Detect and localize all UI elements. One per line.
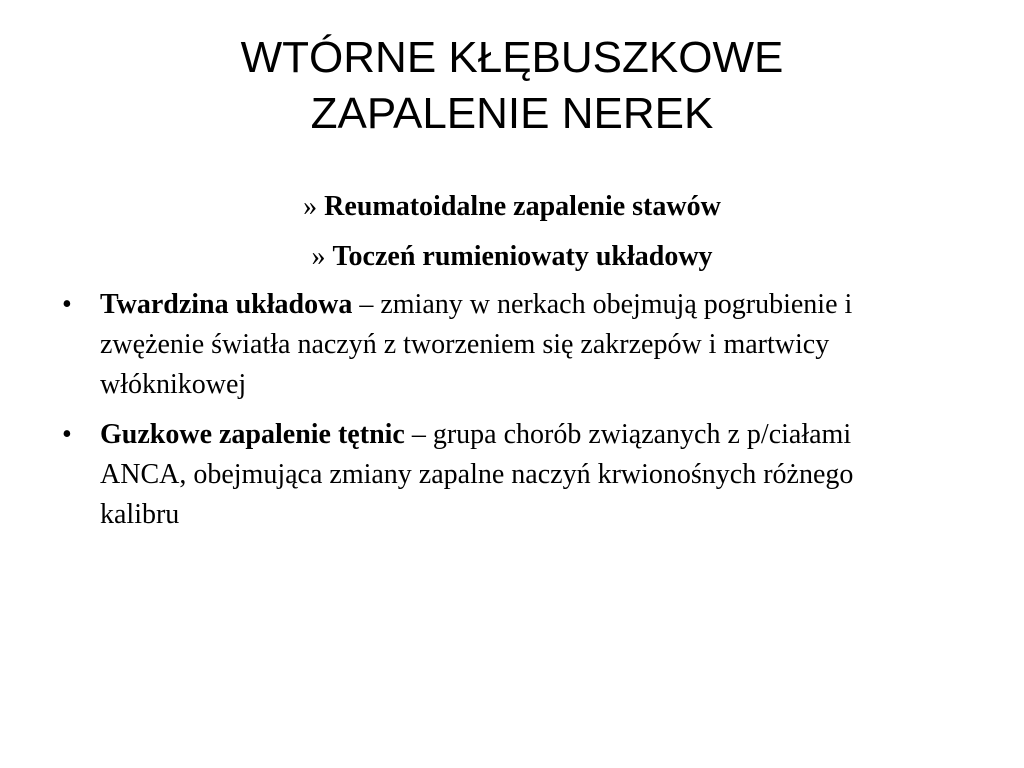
bullet-item-polyarteritis-nodosa [62,415,912,535]
sub-item-marker: » [303,191,318,222]
bullet-item-systemic-sclerosis [62,285,912,405]
sub-item-rheumatoid-arthritis [0,190,1024,224]
bullet-dot: • [62,289,72,320]
bullet-description: – zmiany w nerkach obejmują pogrubienie i zwężenie światła naczyń z tworzeniem się zakrzepów i martwicy włóknikowej [100,289,853,400]
bullet-description: – grupa chorób związanych z p/ciałami ANCA, obejmująca zmiany zapalne naczyń krwionośnych różnego kalibru [100,419,854,530]
bullet-term: Guzkowe zapalenie tętnic [100,419,405,450]
bullet-dot: • [62,419,72,450]
slide-title [60,30,964,142]
sub-item-text: Reumatoidalne zapalenie stawów [324,191,721,222]
bullet-term: Twardzina układowa [100,289,353,320]
sub-item-marker: » [311,241,326,272]
slide-title-line-2: ZAPALENIE NEREK [310,89,714,138]
sub-item-text: Toczeń rumieniowaty układowy [332,241,713,272]
sub-item-lupus [0,240,1024,274]
slide-title-line-1: WTÓRNE KŁĘBUSZKOWE [240,33,784,82]
bullet-list [62,285,912,545]
